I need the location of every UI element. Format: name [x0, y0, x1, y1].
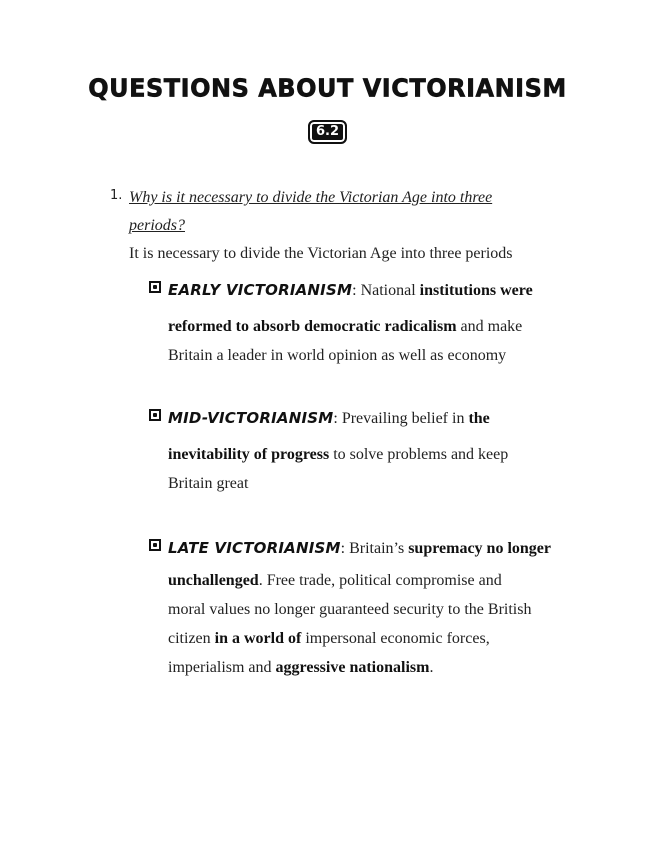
- text-run: .: [429, 659, 434, 676]
- page-title: QUESTIONS ABOUT VICTORIANISM: [88, 73, 567, 103]
- text-run: . Free trade, political compromise and: [258, 572, 502, 589]
- section-line-3: Britain a leader in world opinion as well as economy: [168, 347, 507, 364]
- bold-run: institutions were: [419, 282, 533, 299]
- section-line-1: [168, 404, 569, 434]
- bold-run: supremacy no longer: [408, 540, 551, 557]
- text-run: citizen: [168, 630, 215, 647]
- text-run: and make: [456, 318, 523, 335]
- question-number: 1.: [110, 188, 123, 203]
- text-run: Britain’s: [349, 540, 409, 557]
- heading-separator: :: [340, 540, 350, 557]
- section-early-victorianism: [149, 276, 569, 370]
- question-text: [129, 184, 549, 240]
- section-line-2: [168, 564, 569, 595]
- bullet-square-icon: [149, 409, 161, 421]
- bullet-square-icon: [149, 539, 161, 551]
- text-run: impersonal economic forces,: [301, 630, 490, 647]
- section-line-1: [168, 276, 569, 306]
- section-line-3: moral values no longer guaranteed security to the British: [168, 601, 532, 618]
- bold-run: reformed to absorb democratic radicalism: [168, 318, 457, 335]
- answer-intro: It is necessary to divide the Victorian Age into three periods: [129, 245, 513, 262]
- section-heading: EARLY VICTORIANISM: [168, 281, 353, 299]
- bold-run: the: [468, 410, 490, 427]
- bold-run: unchallenged: [168, 572, 259, 589]
- text-run: Prevailing belief in: [341, 410, 469, 427]
- section-line-1: [168, 534, 569, 564]
- bullet-square-icon: [149, 281, 161, 293]
- section-line-2: [168, 434, 569, 469]
- section-line-5: [168, 653, 569, 682]
- question-line-1: Why is it necessary to divide the Victorian Age into three: [129, 189, 493, 206]
- bold-run: aggressive nationalism: [275, 659, 430, 676]
- section-line-3: Britain great: [168, 475, 249, 492]
- section-heading: LATE VICTORIANISM: [168, 539, 341, 557]
- text-run: imperialism and: [168, 659, 276, 676]
- question-line-2: periods?: [129, 217, 185, 234]
- section-line-4: [168, 624, 569, 653]
- section-badge: 6.2: [308, 120, 347, 144]
- section-late-victorianism: [149, 534, 569, 682]
- section-mid-victorianism: [149, 404, 569, 498]
- heading-separator: :: [352, 282, 361, 299]
- bold-run: in a world of: [214, 630, 302, 647]
- text-run: to solve problems and keep: [329, 446, 509, 463]
- bold-run: inevitability of progress: [168, 446, 330, 463]
- section-line-2: [168, 306, 569, 341]
- section-badge-wrap: [0, 120, 655, 144]
- heading-separator: :: [333, 410, 342, 427]
- text-run: National: [360, 282, 420, 299]
- section-heading: MID-VICTORIANISM: [168, 409, 334, 427]
